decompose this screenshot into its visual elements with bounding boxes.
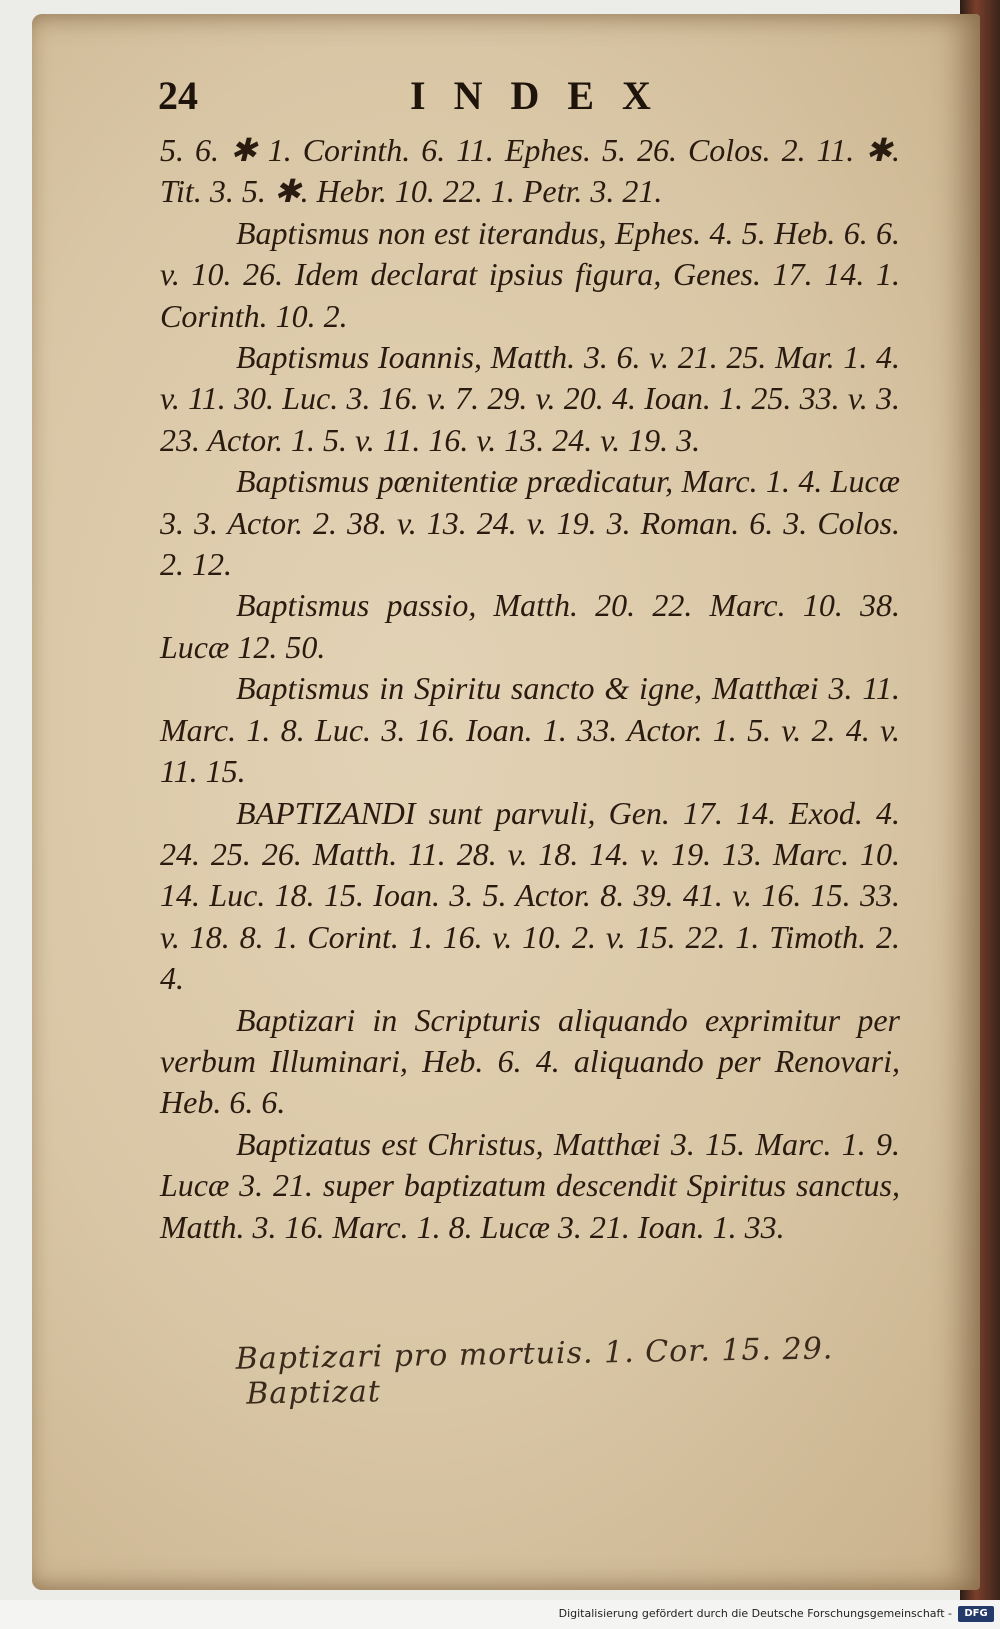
footer-bar xyxy=(0,1600,1000,1629)
index-entry: Baptismus non est iterandus, Ephes. 4. 5. Heb. 6. 6. v. 10. 26. Idem declarat ipsius figura, Genes. 17. 14. 1. Corinth. 10. 2. xyxy=(160,214,900,334)
digitization-credit: Digitalisierung gefördert durch die Deutsche Forschungsgemeinschaft - xyxy=(558,1607,952,1620)
index-entry: Baptizari in Scripturis aliquando exprimitur per verbum Illuminari, Heb. 6. 4. aliquando per Renovari, Heb. 6. 6. xyxy=(160,1001,900,1121)
catchword: Baptizat xyxy=(246,1374,382,1412)
dfg-logo: DFG xyxy=(958,1606,994,1622)
index-entry: Baptismus in Spiritu sancto & igne, Matthæi 3. 11. Marc. 1. 8. Luc. 3. 16. Ioan. 1. 33. Actor. 1. 5. v. 2. 4. v. 11. 15. xyxy=(160,670,900,790)
index-text xyxy=(160,130,900,1248)
annotation-text: Baptizari pro mortuis. 1. Cor. 15. 29. xyxy=(235,1331,834,1377)
running-head: INDEX xyxy=(410,73,679,118)
handwritten-annotation xyxy=(235,1330,896,1412)
index-entry: Baptismus passio, Matth. 20. 22. Marc. 10. 38. Lucæ 12. 50. xyxy=(160,587,900,665)
page-header xyxy=(158,72,878,132)
index-entry: 5. 6. ✱ 1. Corinth. 6. 11. Ephes. 5. 26. Colos. 2. 11. ✱. Tit. 3. 5. ✱. Hebr. 10. 22. 1. Petr. 3. 21. xyxy=(160,132,900,210)
index-entry: Baptizatus est Christus, Matthæi 3. 15. Marc. 1. 9. Lucæ 3. 21. super baptizatum descendit Spiritus sanctus, Matth. 3. 16. Marc. 1. 8. Lucæ 3. 21. Ioan. 1. 33. xyxy=(160,1125,900,1245)
index-entry: BAPTIZANDI sunt parvuli, Gen. 17. 14. Exod. 4. 24. 25. 26. Matth. 11. 28. v. 18. 14. v. 19. 13. Marc. 10. 14. Luc. 18. 15. Ioan. 3. 5. Actor. 8. 39. 41. v. 16. 15. 33. v. 18. 8. 1. Corint. 1. 16. v. 10. 2. v. 15. 22. 1. Timoth. 2. 4. xyxy=(160,794,900,997)
index-entry: Baptismus pœnitentiæ prædicatur, Marc. 1. 4. Lucæ 3. 3. Actor. 2. 38. v. 13. 24. v. 19. 3. Roman. 6. 3. Colos. 2. 12. xyxy=(160,463,900,583)
page-number: 24 xyxy=(158,73,198,118)
index-entry: Baptismus Ioannis, Matth. 3. 6. v. 21. 25. Mar. 1. 4. v. 11. 30. Luc. 3. 16. v. 7. 29. v. 20. 4. Ioan. 1. 25. 33. v. 3. 23. Actor. 1. 5. v. 11. 16. v. 13. 24. v. 19. 3. xyxy=(160,339,900,458)
